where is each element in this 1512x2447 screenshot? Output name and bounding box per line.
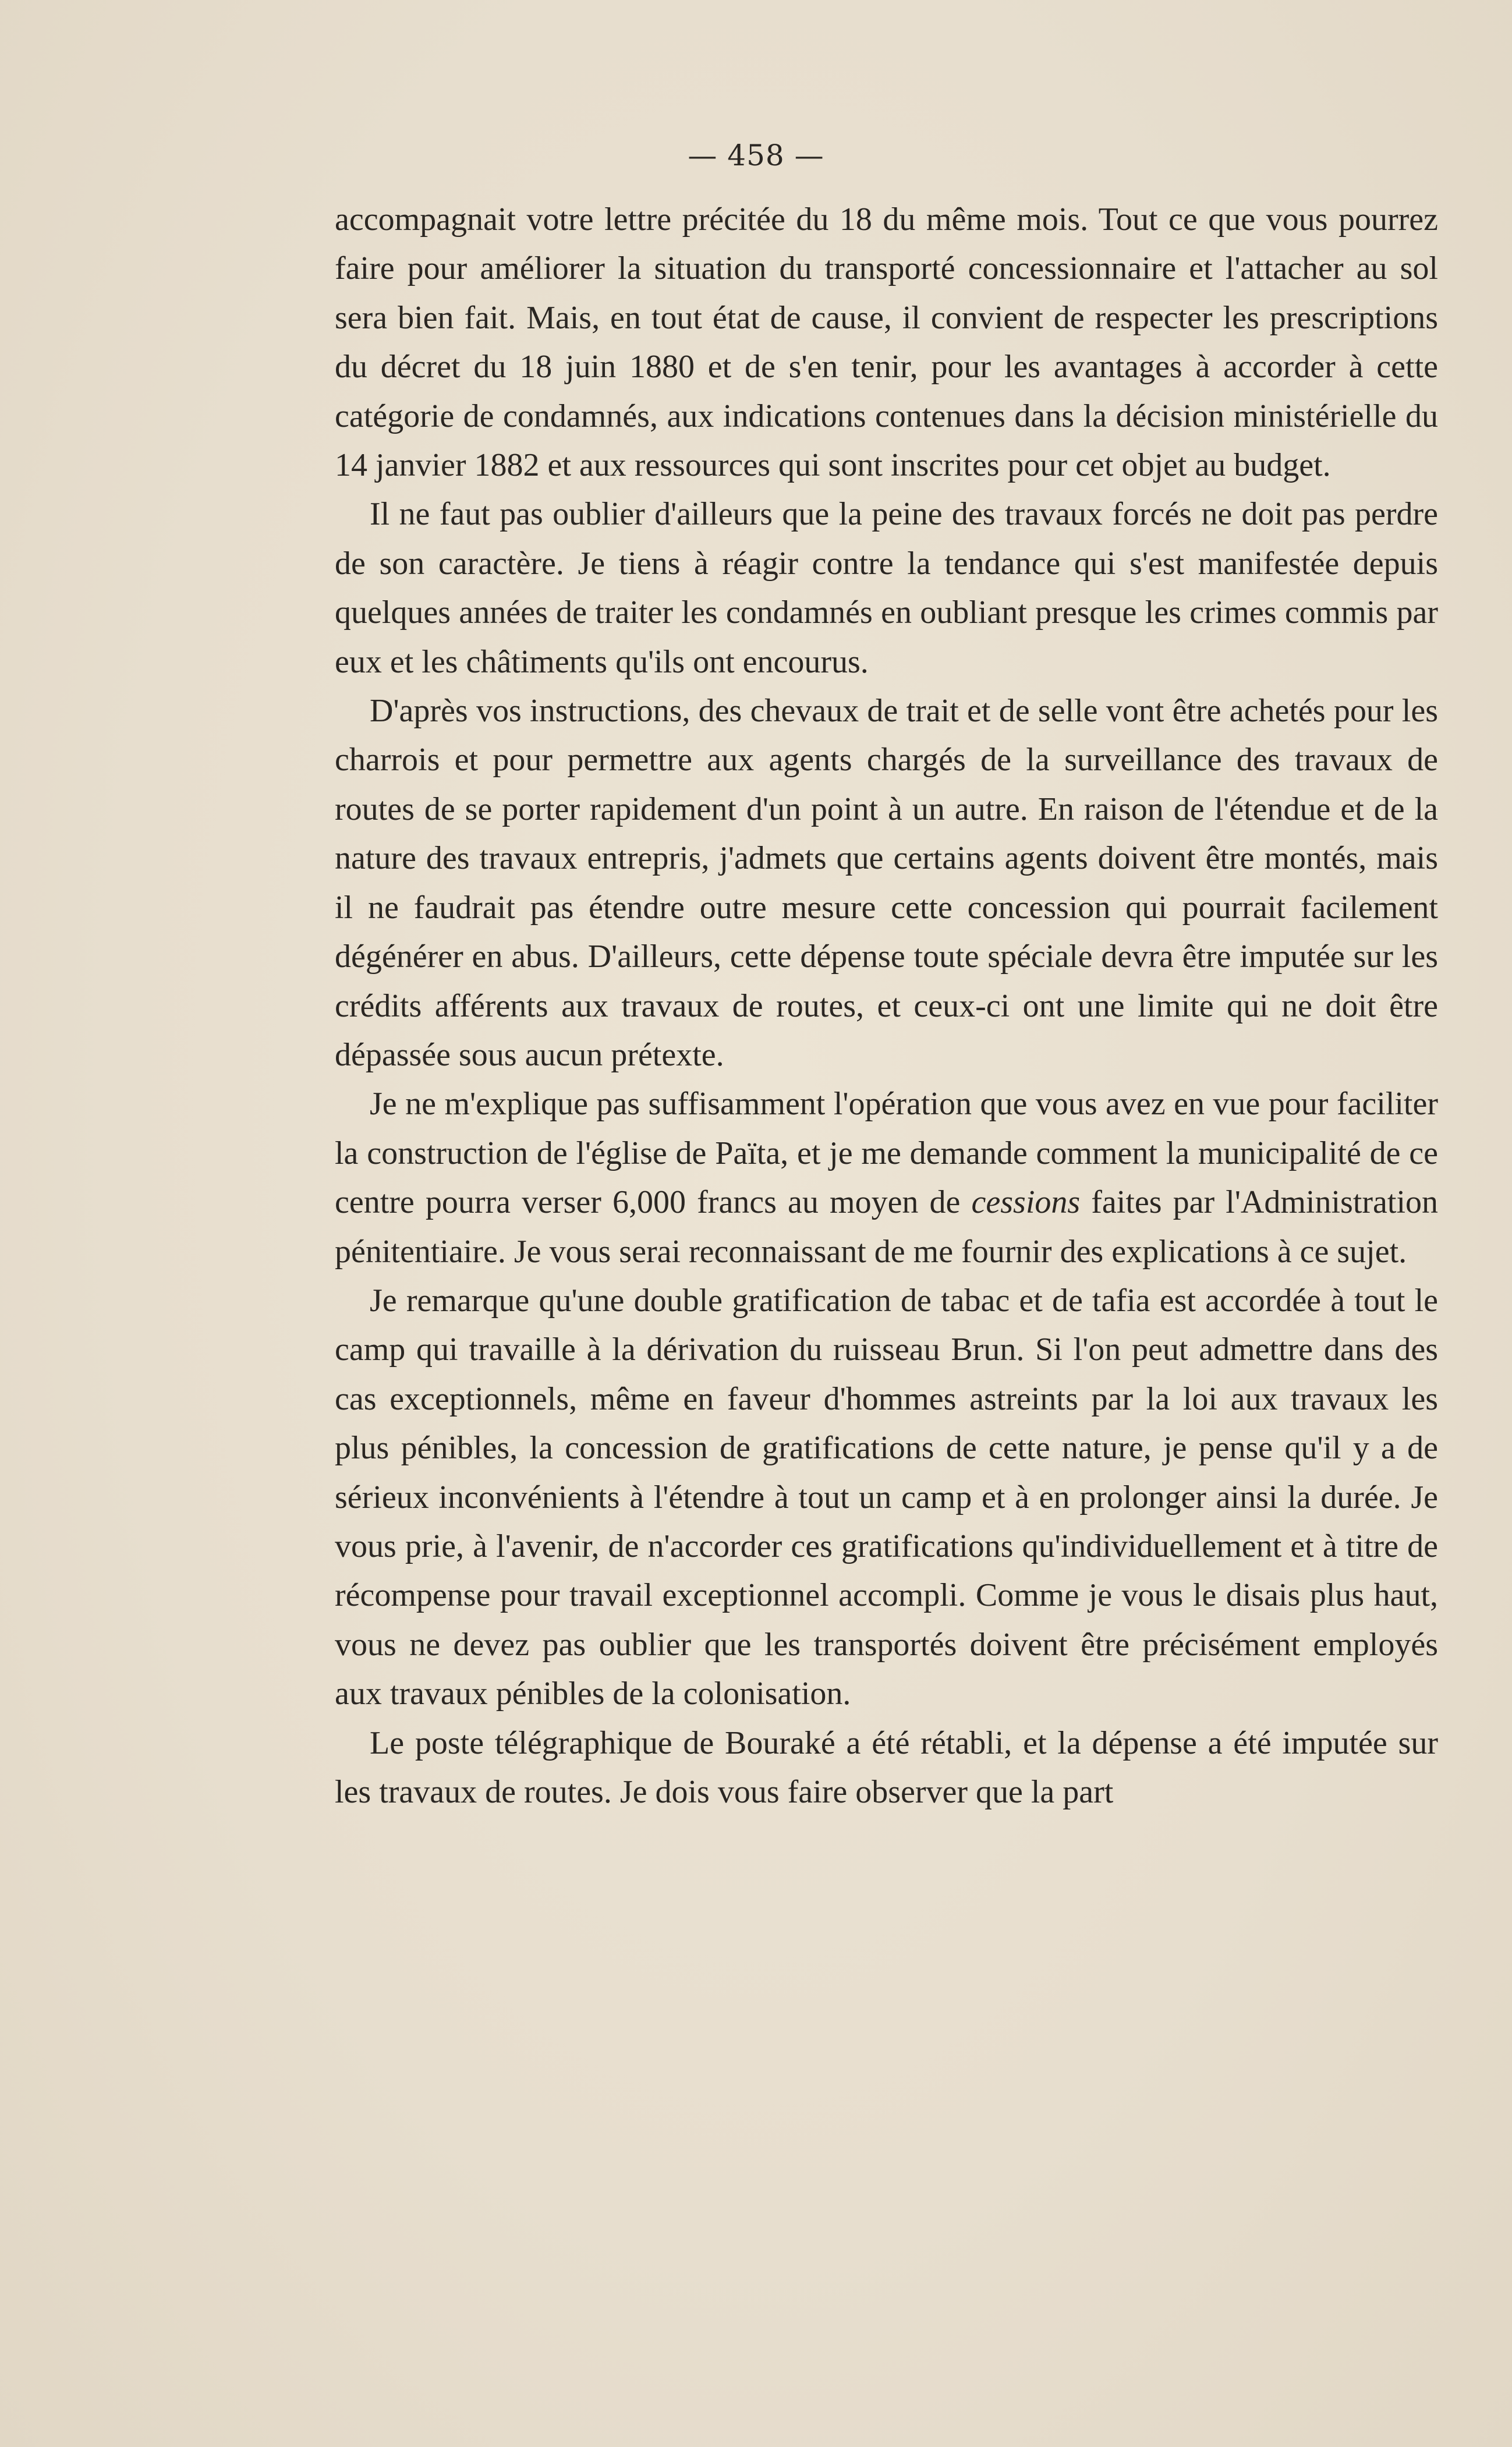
paragraph-4-italic-word: cessions (971, 1184, 1081, 1221)
paragraph-2: Il ne faut pas oublier d'ailleurs que la peine des travaux forcés ne doit pas perdre de son caractère. Je tiens à réagir contre la tendance qui s'est manifestée depuis quelques années de traiter les condamnés en oubliant presque les crimes commis par eux et les châtiments qu'ils ont encourus. (335, 496, 1438, 680)
paragraph-4-text-b: faites par l'Administration pénitentiaire. Je vous serai reconnaissant de me fournir des explications à ce sujet. (335, 1184, 1439, 1270)
paragraph-3: D'après vos instructions, des chevaux de trait et de selle vont être achetés pour les charrois et pour permettre aux agents chargés de la surveillance des travaux de routes de se porter rapidement d'un point à un autre. En raison de l'étendue et de la nature des travaux entrepris, j'admets que certains agents doivent être montés, mais il ne faudrait pas étendre outre mesure cette concession qui pourrait facilement dégénérer en abus. D'ailleurs, cette dépense toute spéciale devra être imputée sur les crédits afférents aux travaux de routes, et ceux-ci ont une limite qui ne doit être dépassée sous aucun prétexte. (335, 693, 1438, 1073)
paragraph-6: Le poste télégraphique de Bouraké a été rétabli, et la dépense a été imputée sur les travaux de routes. Je dois vous faire observer que la part (335, 1724, 1438, 1810)
paragraph-1: accompagnait votre lettre précitée du 18 du même mois. Tout ce que vous pourrez faire pour améliorer la situation du transporté concessionnaire et l'attacher au sol sera bien fait. Mais, en tout état de cause, il convient de respecter les prescriptions du décret du 18 juin 1880 et de s'en tenir, pour les avantages à accorder à cette catégorie de condamnés, aux indications contenues dans la décision ministérielle du 14 janvier 1882 et aux ressources qui sont inscrites pour cet objet au budget. (335, 201, 1438, 484)
body-text (335, 195, 1438, 1816)
paragraph-5: Je remarque qu'une double gratification de tabac et de tafia est accordée à tout le camp qui travaille à la dérivation du ruisseau Brun. Si l'on peut admettre dans des cas exceptionnels, même en faveur d'hommes astreints par la loi aux travaux les plus pénibles, la concession de gratifications de cette nature, je pense qu'il y a de sérieux inconvénients à l'étendre à tout un camp et à en prolonger ainsi la durée. Je vous prie, à l'avenir, de n'accorder ces gratifications qu'individuellement et à titre de récompense pour travail exceptionnel accompli. Comme je vous le disais plus haut, vous ne devez pas oublier que les transportés doivent être précisément employés aux travaux pénibles de la colonisation. (335, 1282, 1438, 1712)
page-number: — 458 — (688, 139, 824, 172)
paragraph-4-text-a: Je ne m'explique pas suffisamment l'opération que vous avez en vue pour faciliter la construction de l'église de Païta, et je me demande comment la municipalité de ce centre pourra verser 6,000 francs au moyen de (335, 1086, 1438, 1221)
paragraph-4 (335, 1079, 1438, 1276)
